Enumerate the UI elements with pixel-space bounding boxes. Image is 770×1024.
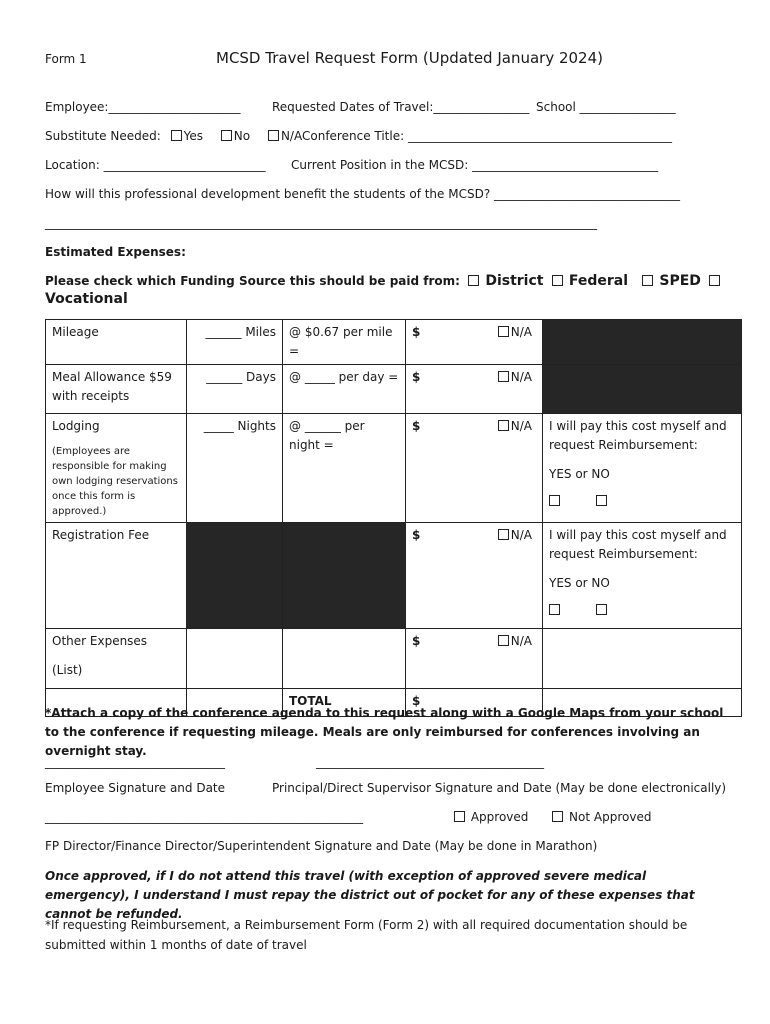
total-label: TOTAL — [283, 689, 406, 717]
federal-label: Federal — [568, 273, 629, 289]
vocational-checkbox[interactable] — [709, 275, 720, 286]
federal-checkbox[interactable] — [552, 275, 563, 286]
registration-reimbursement — [543, 523, 742, 629]
district-checkbox[interactable] — [468, 275, 479, 286]
lodging-label: Lodging — [52, 419, 100, 433]
table-row — [46, 414, 742, 523]
employee-field[interactable]: Employee:______________________ — [45, 100, 241, 114]
expenses-table — [45, 319, 742, 717]
director-signature-label: FP Director/Finance Director/Superintendent Signature and Date (May be done in Marathon) — [45, 839, 598, 853]
lodging-note: (Employees are responsible for making own lodging reservations once this form is approved.) — [52, 446, 178, 517]
travel-dates-field[interactable]: Requested Dates of Travel:________________ — [272, 100, 530, 114]
meal-rate[interactable]: @ _____ per day = — [283, 365, 406, 414]
location-field[interactable]: Location: ___________________________ — [45, 158, 266, 172]
principal-signature-label: Principal/Direct Supervisor Signature and Date (May be done electronically) — [272, 781, 727, 795]
sped-checkbox[interactable] — [642, 275, 653, 286]
approved-label: Approved — [470, 810, 529, 824]
table-row — [46, 365, 742, 414]
reimbursement-notice: *If requesting Reimbursement, a Reimbursement Form (Form 2) with all required documentation should be submitted within 1 months of date of travel — [45, 918, 688, 952]
meal-na-checkbox[interactable] — [498, 371, 509, 382]
meal-label: Meal Allowance $59 with receipts — [46, 365, 187, 414]
other-label: Other Expenses — [52, 634, 148, 648]
not-approved-checkbox[interactable] — [552, 811, 563, 822]
position-field[interactable]: Current Position in the MCSD: _______________________________ — [291, 158, 659, 172]
not-approved-label: Not Approved — [569, 810, 652, 824]
mileage-qty[interactable]: ______ Miles — [187, 320, 283, 365]
lodging-qty[interactable]: _____ Nights — [187, 414, 283, 523]
meal-amount[interactable]: $ N/A — [406, 365, 543, 414]
substitute-label: Substitute Needed: — [45, 129, 161, 143]
employee-signature-line[interactable]: ______________________________ — [45, 755, 225, 769]
attach-note: *Attach a copy of the conference agenda to this request along with a Google Maps from your school to the conference if requesting mileage. Meals are only reimbursed for conferences involving an overnight stay. — [45, 706, 724, 758]
funding-source-row — [45, 273, 722, 289]
mileage-amount[interactable]: $ N/A — [406, 320, 543, 365]
other-notes[interactable] — [543, 629, 742, 689]
yes-no-label: YES or NO — [549, 467, 610, 481]
blocked-cell — [543, 365, 742, 414]
registration-na-checkbox[interactable] — [498, 529, 509, 540]
lodging-no-checkbox[interactable] — [596, 495, 607, 506]
funding-source-label: Please check which Funding Source this should be paid from: — [45, 274, 460, 288]
table-row — [46, 320, 742, 365]
lodging-rate[interactable]: @ ______ per night = — [283, 414, 406, 523]
district-label: District — [485, 273, 544, 289]
lodging-reimbursement — [543, 414, 742, 523]
director-signature-line[interactable]: _____________________________________________________ — [45, 810, 363, 824]
reimbursement-text: I will pay this cost myself and request Reimbursement: — [549, 528, 727, 561]
employee-signature-label: Employee Signature and Date — [45, 781, 226, 795]
registration-amount[interactable]: $ N/A — [406, 523, 543, 629]
reimbursement-text: I will pay this cost myself and request Reimbursement: — [549, 419, 727, 452]
blocked-cell — [283, 523, 406, 629]
other-cell — [46, 629, 187, 689]
approval-row — [454, 810, 651, 824]
registration-no-checkbox[interactable] — [596, 604, 607, 615]
lodging-cell — [46, 414, 187, 523]
school-field[interactable]: School ________________ — [536, 100, 676, 114]
lodging-yes-checkbox[interactable] — [549, 495, 560, 506]
conference-title-field[interactable]: Conference Title: ____________________________________________ — [302, 129, 672, 143]
table-row — [46, 523, 742, 629]
yes-no-label: YES or NO — [549, 576, 610, 590]
form-number: Form 1 — [45, 52, 87, 66]
principal-signature-line[interactable]: ______________________________________ — [316, 755, 544, 769]
registration-yes-checkbox[interactable] — [549, 604, 560, 615]
page-title: MCSD Travel Request Form (Updated January 2024) — [216, 49, 603, 67]
substitute-na-checkbox[interactable] — [268, 130, 279, 141]
meal-qty[interactable]: ______ Days — [187, 365, 283, 414]
total-amount[interactable]: $ — [406, 689, 543, 717]
table-row — [46, 629, 742, 689]
mileage-rate: @ $0.67 per mile = — [283, 320, 406, 365]
substitute-yes-label: Yes — [183, 129, 203, 143]
substitute-no-label: No — [233, 129, 251, 143]
approved-checkbox[interactable] — [454, 811, 465, 822]
substitute-yes-checkbox[interactable] — [171, 130, 182, 141]
benefit-field[interactable]: How will this professional development benefit the students of the MCSD? _______________________________ — [45, 187, 681, 201]
benefit-blank-line[interactable]: ____________________________________________________________________________________________ — [45, 216, 597, 230]
lodging-na-checkbox[interactable] — [498, 420, 509, 431]
mileage-label: Mileage — [46, 320, 187, 365]
blocked-cell — [187, 523, 283, 629]
lodging-amount[interactable]: $ N/A — [406, 414, 543, 523]
blocked-cell — [543, 320, 742, 365]
substitute-row — [45, 129, 302, 143]
registration-label: Registration Fee — [46, 523, 187, 629]
other-na-checkbox[interactable] — [498, 635, 509, 646]
other-sub: (List) — [52, 663, 83, 677]
sped-label: SPED — [659, 273, 701, 289]
mileage-na-checkbox[interactable] — [498, 326, 509, 337]
other-amount[interactable]: $ N/A — [406, 629, 543, 689]
expenses-heading: Estimated Expenses: — [45, 245, 186, 259]
substitute-na-label: N/A — [280, 129, 303, 143]
other-qty[interactable] — [187, 629, 283, 689]
repay-notice: Once approved, if I do not attend this travel (with exception of approved severe medical emergency), I understand I must repay the district out of pocket for any of these expenses that cannot be refunded. — [45, 869, 695, 921]
other-rate[interactable] — [283, 629, 406, 689]
vocational-label: Vocational — [45, 291, 128, 307]
substitute-no-checkbox[interactable] — [221, 130, 232, 141]
